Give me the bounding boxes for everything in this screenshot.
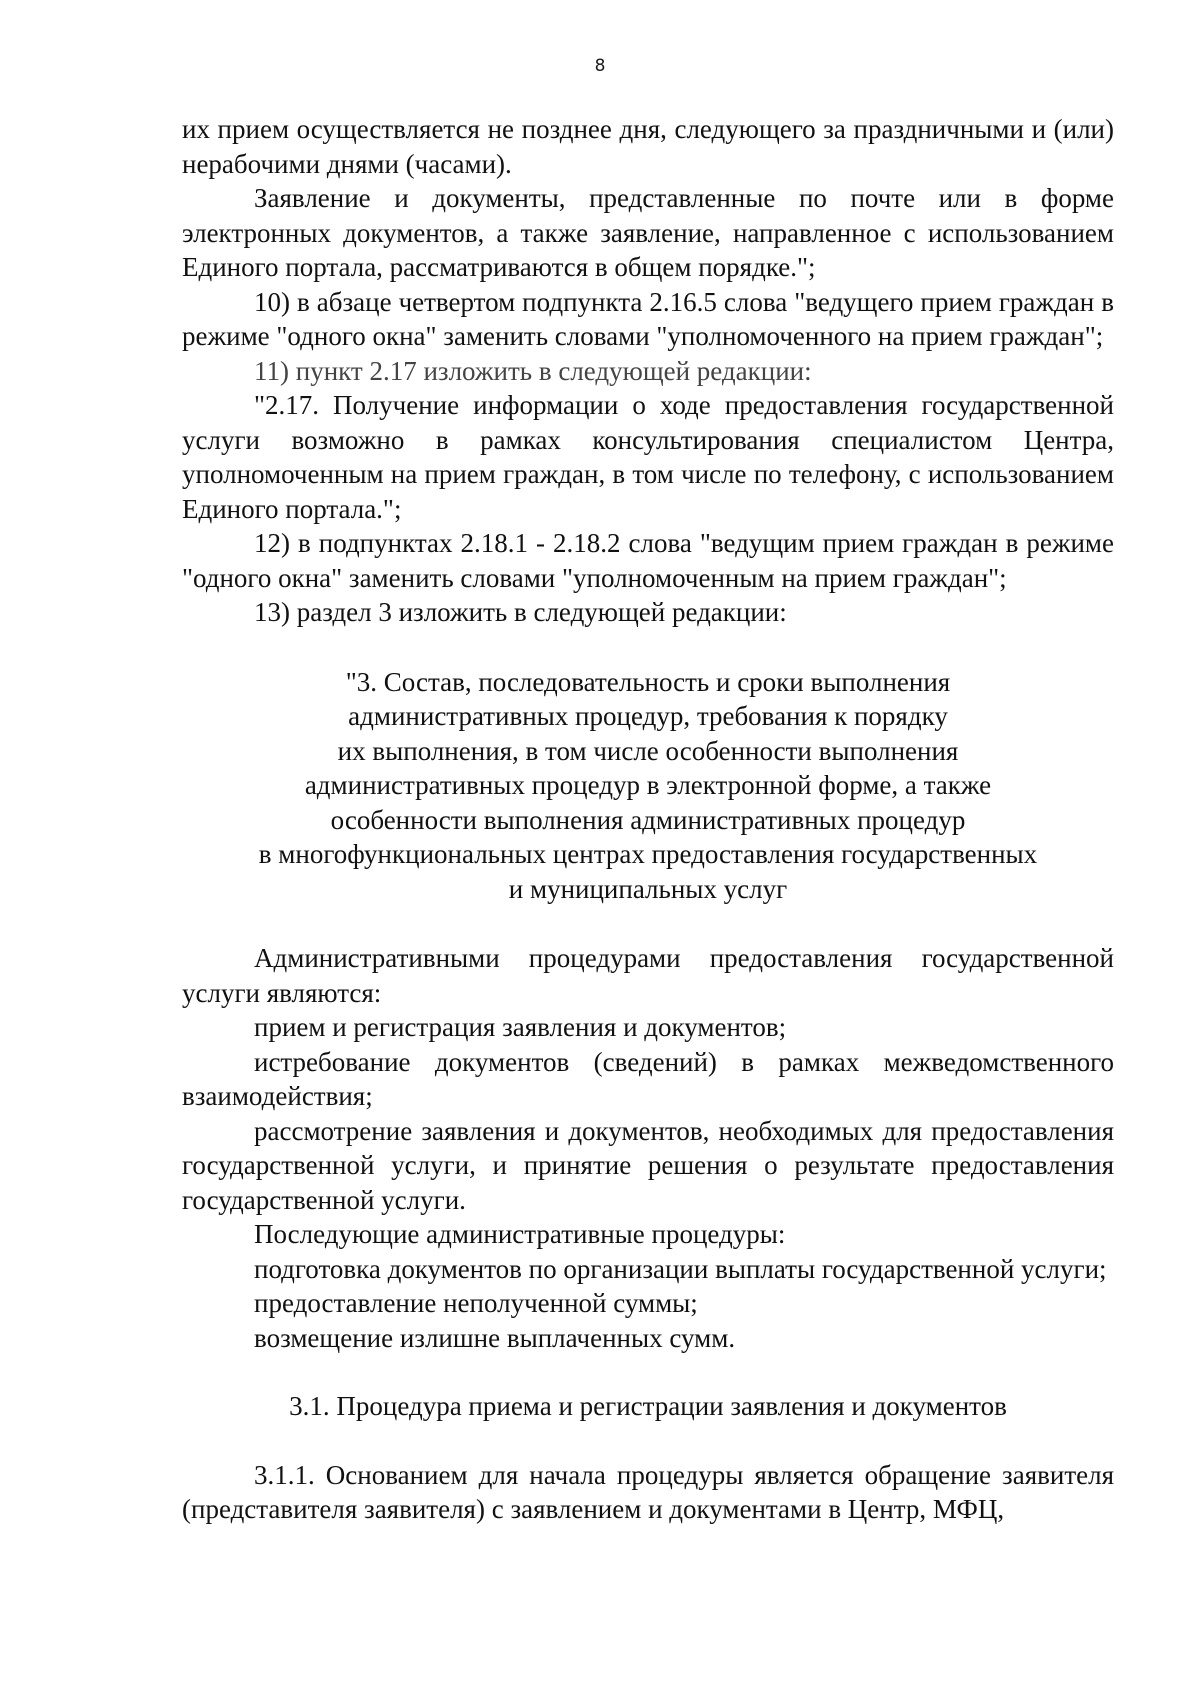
paragraph: 12) в подпунктах 2.18.1 - 2.18.2 слова "ведущим прием граждан в режиме "одного окна" заменить словами "уполномоченным на прием граждан"; [182,528,1114,593]
heading-line: особенности выполнения административных процедур [330,804,966,835]
section-heading [182,665,1114,907]
paragraph: 11) пункт 2.17 изложить в следующей редакции: [254,355,812,386]
page-number: 8 [594,56,606,76]
list-item: возмещение излишне выплаченных сумм. [254,1322,736,1353]
paragraph: 13) раздел 3 изложить в следующей редакции: [254,597,787,627]
heading-line: и муниципальных услуг [508,873,788,904]
heading-line: в многофункциональных центрах предоставления государственных [258,839,1038,869]
paragraph: 3.1.1. Основанием для начала процедуры является обращение заявителя (представителя заявителя) с заявлением и документами в Центр, МФЦ, [182,1459,1114,1524]
paragraph: 10) в абзаце четвертом подпункта 2.16.5 слова "ведущего прием граждан в режиме "одного окна" заменить словами "уполномоченного на прием граждан"; [182,286,1114,351]
subsection-title: 3.1. Процедура приема и регистрации заявления и документов [289,1391,1007,1421]
paragraph: их прием осуществляется не позднее дня, следующего за праздничными и (или) нерабочими днями (часами). [182,114,1114,179]
heading-line: административных процедур в электронной форме, а также [304,770,992,800]
paragraph: Заявление и документы, представленные по почте или в форме электронных документов, а также заявление, направленное с использованием Единого портала, рассматриваются в общем порядке."; [182,183,1114,282]
heading-line: "3. Состав, последовательность и сроки выполнения [345,666,951,697]
list-item: подготовка документов по организации выплаты государственной услуги; [254,1253,1107,1284]
paragraph: Административными процедурами предоставления государственной услуги являются: [182,943,1114,1008]
list-item: прием и регистрация заявления и документов; [254,1012,787,1042]
paragraph: Последующие административные процедуры: [254,1219,786,1249]
list-item: рассмотрение заявления и документов, необходимых для предоставления государственной услуги, и принятие решения о результате предоставления государственной услуги. [182,1115,1114,1215]
heading-line: административных процедур, требования к порядку [348,701,948,731]
list-item: предоставление неполученной суммы; [254,1288,698,1318]
list-item: истребование документов (сведений) в рамках межведомственного взаимодействия; [182,1046,1114,1111]
heading-line: их выполнения, в том числе особенности выполнения [337,735,959,766]
document-body [182,112,1114,1527]
paragraph: "2.17. Получение информации о ходе предоставления государственной услуги возможно в рамках консультирования специалистом Центра, уполномоченным на прием граждан, в том числе по телефону, с использованием Единого портала."; [182,390,1114,524]
